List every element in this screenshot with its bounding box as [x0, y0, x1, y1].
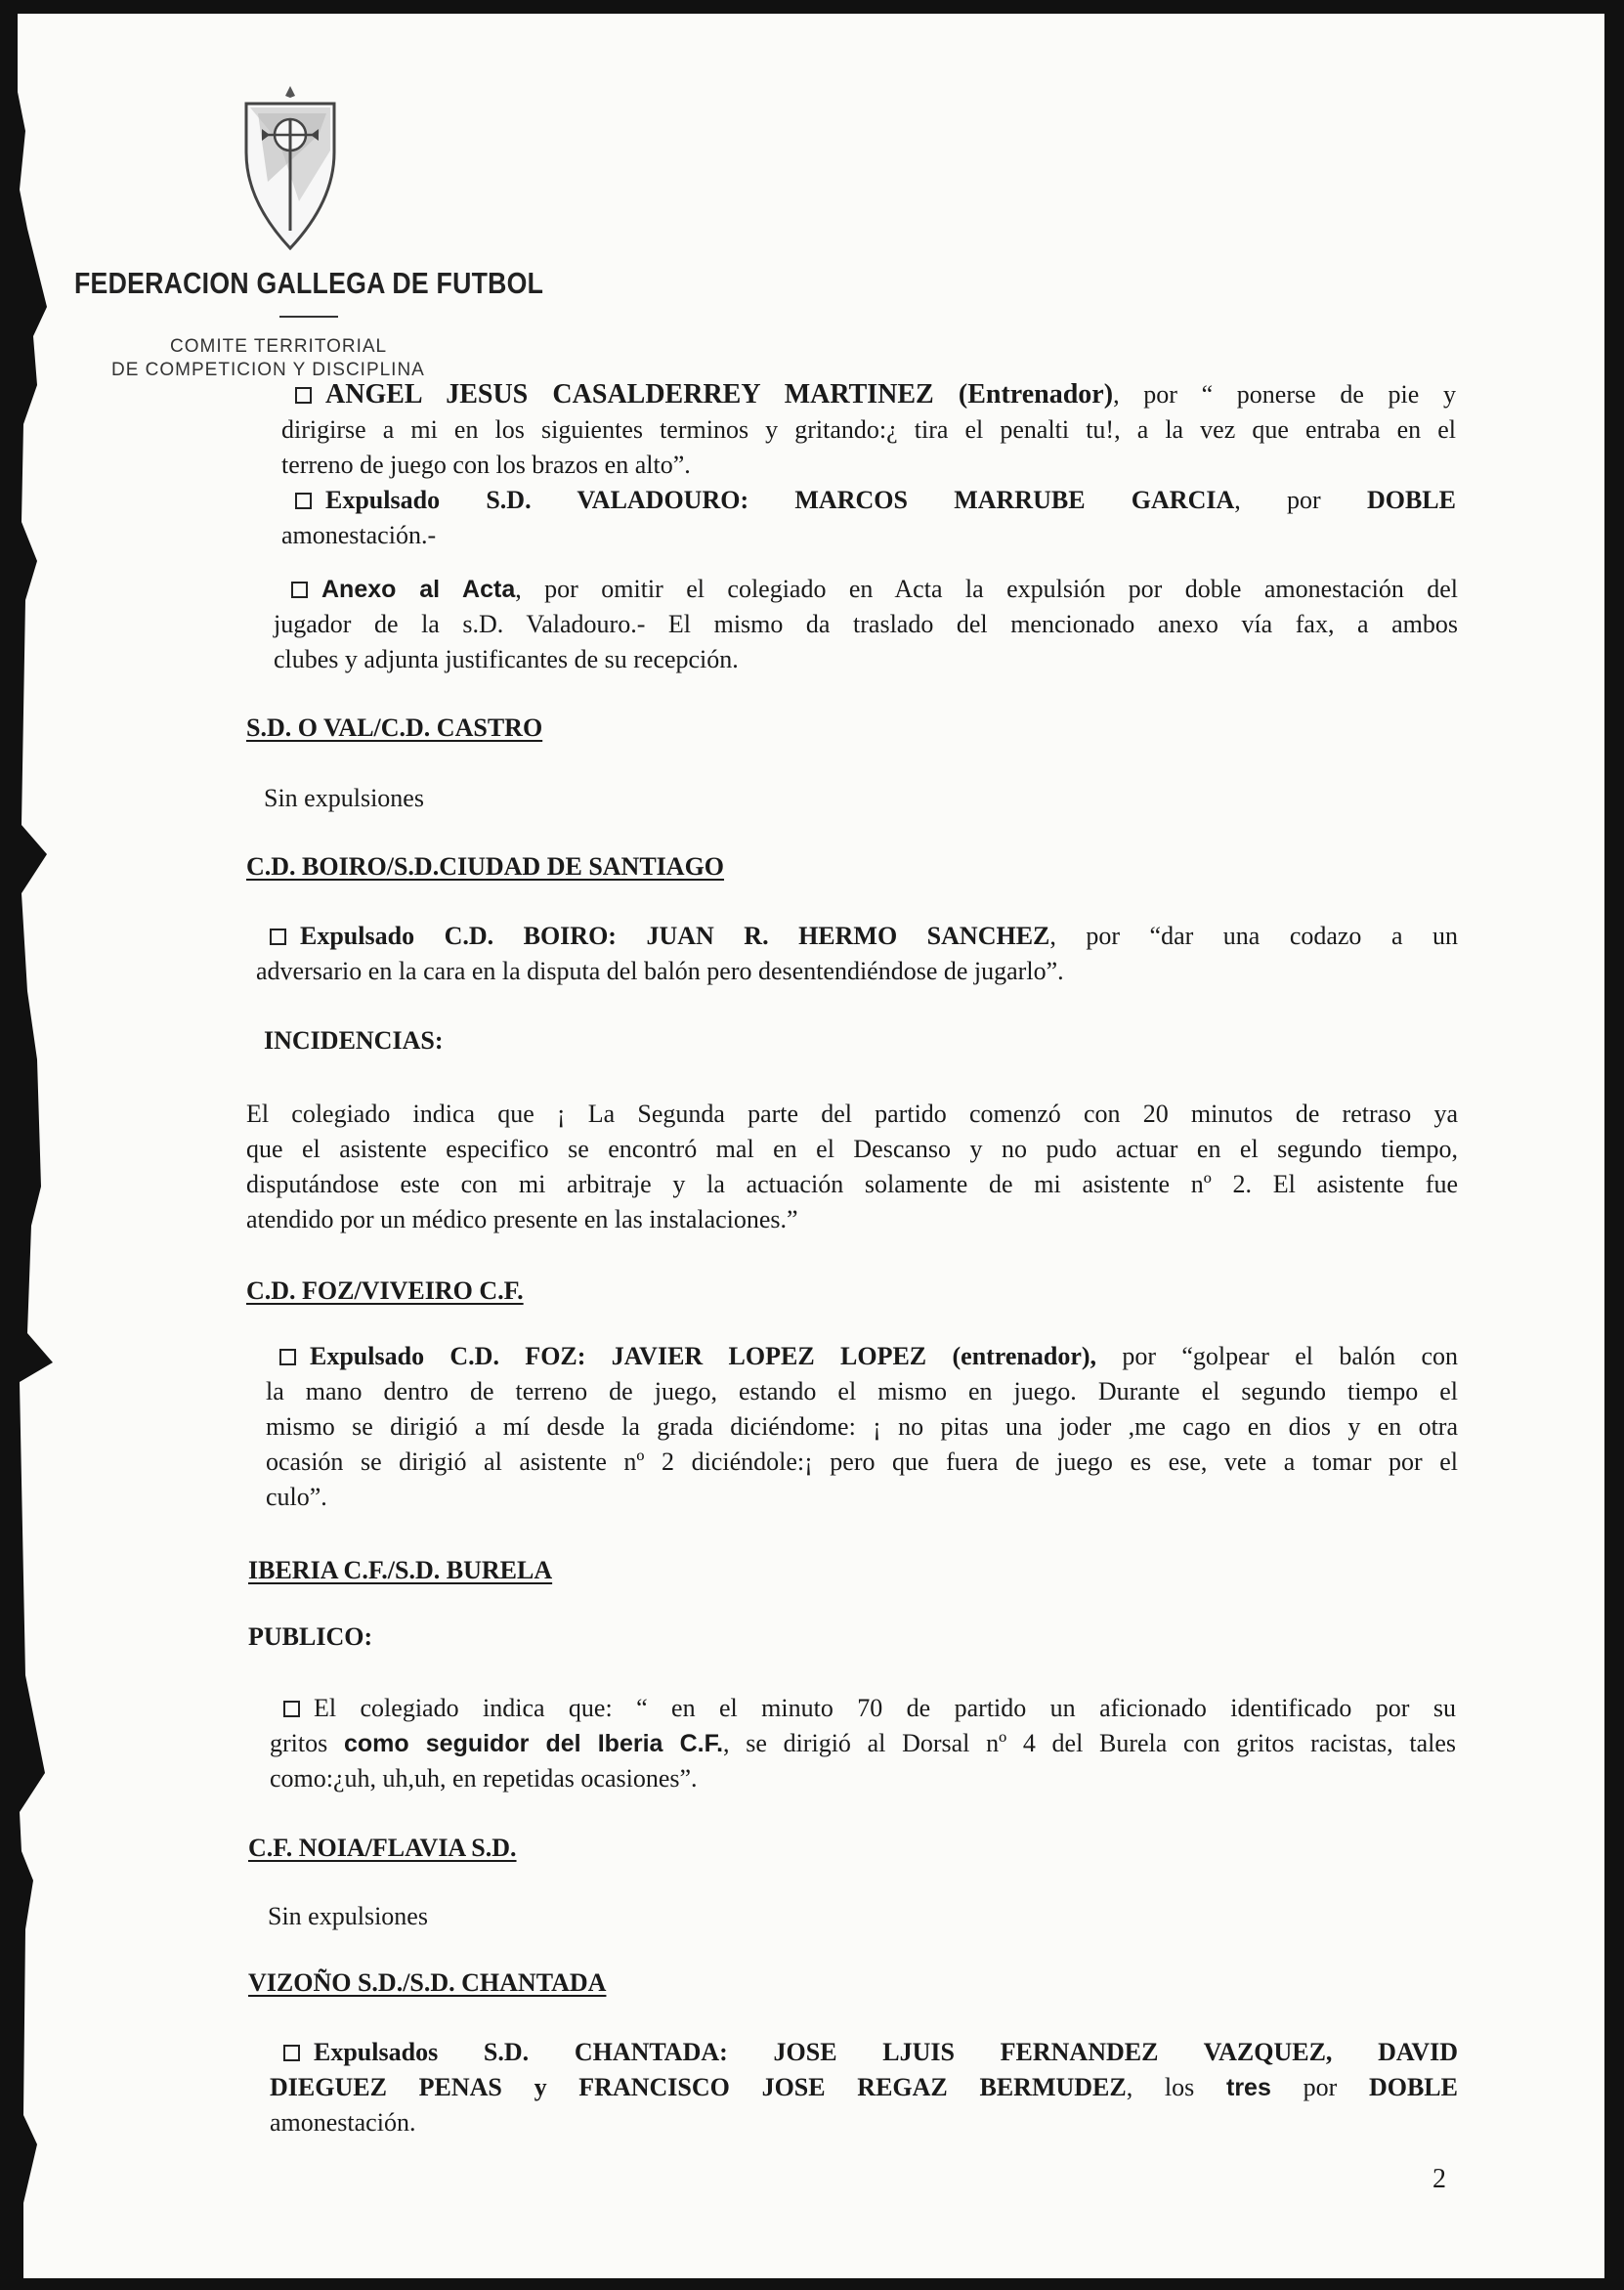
match-heading: C.D. BOIRO/S.D.CIUDAD DE SANTIAGO	[246, 852, 725, 881]
sanctioned-name: Expulsado C.D. BOIRO: JUAN R. HERMO SANCHEZ	[300, 922, 1050, 950]
org-divider	[279, 316, 338, 318]
no-expulsions-text: Sin expulsiones	[264, 784, 424, 812]
text-fragment: tres	[1226, 2074, 1271, 2101]
line: ocasión se dirigió al asistente nº 2 diciéndole:¡ pero que fuera de juego es ese, vete a tomar por el	[266, 1447, 1458, 1476]
annex-label: Anexo al Acta	[321, 576, 516, 603]
text-fragment: , por “dar una codazo a un	[1049, 922, 1458, 950]
line	[270, 919, 1458, 954]
match-heading: VIZOÑO S.D./S.D. CHANTADA	[248, 1968, 607, 1997]
supporter-text: como seguidor del Iberia C.F.	[343, 1730, 724, 1757]
line: amonestación.	[270, 2108, 416, 2137]
org-name: FEDERACION GALLEGA DE FUTBOL	[74, 266, 544, 300]
text-fragment: gritos	[270, 1729, 344, 1757]
match-heading: C.D. FOZ/VIVEIRO C.F.	[246, 1276, 524, 1305]
line: como:¿uh, uh,uh, en repetidas ocasiones”.	[270, 1764, 698, 1793]
text-fragment: DIEGUEZ PENAS y FRANCISCO JOSE REGAZ BERMUDEZ	[270, 2073, 1127, 2101]
sanctioned-name: Expulsado C.D. FOZ: JAVIER LOPEZ LOPEZ (entrenador),	[310, 1342, 1097, 1370]
text-fragment: , por omitir el colegiado en Acta la expulsión por doble amonestación del	[515, 575, 1459, 603]
line: que el asistente especifico se encontró mal en el Descanso y no pudo actuar en el segundo tiempo,	[246, 1135, 1458, 1163]
checkbox-icon	[295, 493, 312, 509]
checkbox-icon	[270, 929, 286, 945]
checkbox-icon	[283, 2045, 300, 2061]
line: clubes y adjunta justificantes de su recepción.	[274, 645, 739, 673]
committee-line2: DE COMPETICION Y DISCIPLINA	[111, 360, 425, 380]
document-page	[18, 14, 1604, 2278]
text-fragment: , por “ ponerse de pie y	[1113, 380, 1456, 409]
text-fragment: , se dirigió al Dorsal nº 4 del Burela con gritos racistas, tales	[723, 1729, 1456, 1757]
paragraph-incidents	[246, 1097, 1458, 1237]
line: El colegiado indica que ¡ La Segunda parte del partido comenzó con 20 minutos de retraso ya	[246, 1100, 1458, 1128]
match-heading: S.D. O VAL/C.D. CASTRO	[246, 713, 543, 742]
checkbox-icon	[295, 387, 312, 404]
paragraph-boiro	[256, 919, 1458, 989]
line	[279, 1339, 1458, 1374]
line: jugador de la s.D. Valadouro.- El mismo da traslado del mencionado anexo vía fax, a ambos	[274, 610, 1458, 638]
line: terreno de juego con los brazos en alto”.	[281, 451, 691, 479]
incidents-label: INCIDENCIAS:	[264, 1026, 444, 1055]
match-heading: C.F. NOIA/FLAVIA S.D.	[248, 1834, 517, 1862]
text-fragment: El colegiado indica que: “ en el minuto 70 de partido un aficionado identificado por su	[314, 1694, 1456, 1722]
page-number: 2	[1432, 2164, 1446, 2194]
line: dirigirse a mi en los siguientes terminos y gritando:¿ tira el penalti tu!, a la vez que entraba en el	[281, 415, 1456, 444]
paragraph-valadouro	[281, 483, 1456, 553]
text-fragment: DOBLE	[1366, 486, 1456, 514]
line: amonestación.-	[281, 521, 437, 549]
line	[295, 377, 1456, 412]
paragraph-chantada	[270, 2035, 1458, 2140]
line: la mano dentro de terreno de juego, estando el mismo en juego. Durante el segundo tiempo el	[266, 1377, 1458, 1405]
text-fragment: por “golpear el balón con	[1096, 1342, 1459, 1370]
line: culo”.	[266, 1483, 327, 1511]
committee-line1: COMITE TERRITORIAL	[170, 336, 388, 357]
checkbox-icon	[279, 1349, 296, 1365]
no-expulsions-text: Sin expulsiones	[268, 1902, 428, 1930]
text-fragment: DOBLE	[1368, 2073, 1458, 2101]
text-fragment: por	[1270, 2073, 1369, 2101]
line	[270, 1726, 1456, 1761]
public-label: PUBLICO:	[248, 1622, 373, 1651]
paragraph-foz	[266, 1339, 1458, 1515]
checkbox-icon	[283, 1701, 300, 1717]
line: adversario en la cara en la disputa del balón pero desentendiéndose de jugarlo”.	[256, 957, 1064, 985]
line: disputándose este con mi arbitraje y la actuación solamente de mi asistente nº 2. El asistente fue	[246, 1170, 1458, 1198]
paragraph-casalderrey	[281, 377, 1456, 483]
line	[270, 2070, 1458, 2105]
line	[283, 2035, 1458, 2070]
line	[295, 483, 1456, 518]
paragraph-annex	[274, 572, 1458, 677]
line	[291, 572, 1458, 607]
text-fragment: , los	[1126, 2073, 1226, 2101]
line: atendido por un médico presente en las instalaciones.”	[246, 1205, 798, 1233]
checkbox-icon	[291, 582, 308, 598]
federation-crest-icon	[240, 84, 340, 250]
text-fragment: , por	[1234, 486, 1367, 514]
sanctioned-name: ANGEL JESUS CASALDERREY MARTINEZ (Entrenador)	[325, 379, 1114, 410]
paragraph-iberia	[270, 1691, 1456, 1796]
torn-edge	[18, 14, 86, 2278]
sanctioned-name: Expulsado S.D. VALADOURO: MARCOS MARRUBE GARCIA	[325, 486, 1235, 514]
line	[283, 1691, 1456, 1726]
text-fragment: Expulsados S.D. CHANTADA: JOSE LJUIS FERNANDEZ VAZQUEZ, DAVID	[314, 2038, 1458, 2066]
line: mismo se dirigió a mí desde la grada diciéndome: ¡ no pitas una joder ,me cago en dios y en otra	[266, 1412, 1458, 1441]
match-heading: IBERIA C.F./S.D. BURELA	[248, 1556, 553, 1584]
